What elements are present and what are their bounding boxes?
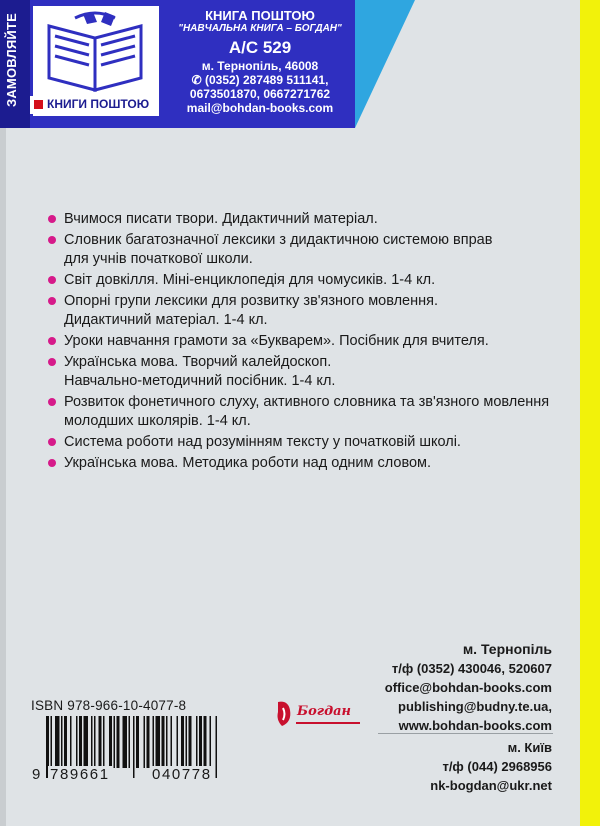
bogdan-logo-text: Богдан [297, 704, 352, 719]
barcode-bar [94, 716, 96, 768]
barcode-bar [103, 716, 105, 768]
contacts-divider [378, 733, 553, 734]
barcode-bar [189, 716, 192, 768]
bullet-icon [48, 398, 56, 406]
barcode-bar [84, 716, 89, 768]
banner-phones-2: 0673501870, 0667271762 [189, 87, 331, 101]
list-item: Словник багатозначної лексики з дидактичною системою вправ для учнів початкової школи. [50, 231, 570, 269]
banner-subtitle: "НАВЧАЛЬНА КНИГА – БОГДАН" [178, 23, 342, 34]
barcode-bar [196, 716, 198, 768]
barcode-bar [79, 716, 82, 768]
bullet-icon [48, 438, 56, 446]
barcode-bar [76, 716, 78, 768]
kyiv-city: м. Київ [507, 740, 552, 755]
bullet-icon [48, 297, 56, 305]
banner-phones-1 [165, 73, 355, 87]
barcode-left-digits: 789661 [50, 766, 110, 783]
list-item: Світ довкілля. Міні-енциклопедія для чомусиків. 1-4 кл. [50, 271, 570, 290]
banner-title: КНИГА ПОШТОЮ [205, 8, 315, 23]
bullet-icon [48, 215, 56, 223]
kyiv-email: nk-bogdan@ukr.net [430, 778, 552, 793]
barcode-bar [153, 716, 155, 768]
phone-icon: ✆ [191, 73, 205, 87]
ternopil-office-email: office@bohdan-books.com [384, 680, 552, 695]
yellow-edge-strip [580, 0, 600, 826]
barcode-bar [186, 716, 188, 768]
kyiv-phone: т/ф (044) 2968956 [442, 759, 552, 774]
barcode-bar [204, 716, 207, 768]
ternopil-website: www.bohdan-books.com [398, 718, 552, 733]
barcode-bar [91, 716, 93, 768]
po-box: А/С 529 [228, 38, 292, 57]
barcode-bar [171, 716, 173, 768]
barcode-bar [114, 716, 116, 768]
bullet-icon [48, 337, 56, 345]
bullet-icon [48, 459, 56, 467]
barcode-bar [123, 716, 128, 768]
cyan-accent-triangle [355, 0, 415, 128]
barcode-bar [64, 716, 67, 768]
barcode-right-digits: 040778 [152, 766, 212, 783]
ternopil-phone: т/ф (0352) 430046, 520607 [391, 661, 552, 676]
ternopil-city: м. Тернопіль [462, 641, 552, 657]
order-by-mail-label: КНИГИ ПОШТОЮ [47, 97, 150, 111]
list-item: Уроки навчання грамоти за «Букварем». Посібник для вчителя. [50, 332, 570, 351]
barcode-bar [133, 716, 135, 778]
barcode-bar [136, 716, 139, 768]
phones-1-text: (0352) 287489 511141, [204, 73, 329, 87]
bullet-icon [48, 358, 56, 366]
barcode-bar [99, 716, 102, 768]
list-item: Вчимося писати твори. Дидактичний матеріал. [50, 210, 570, 229]
list-item: Українська мова. Методика роботи над одним словом. [50, 454, 570, 473]
vertical-order-label: ЗАМОВЛЯЙТЕ [4, 13, 19, 107]
barcode-first-digit: 9 [32, 766, 41, 783]
barcode-bar [61, 716, 63, 768]
barcode-bar [109, 716, 112, 768]
banner-email: mail@bohdan-books.com [186, 101, 334, 115]
list-item: Українська мова. Творчий калейдоскоп. Навчально-методичний посібник. 1-4 кл. [50, 353, 570, 391]
barcode-bar [166, 716, 168, 768]
ternopil-publishing-email: publishing@budny.te.ua, [398, 699, 552, 714]
barcode-bar [70, 716, 72, 768]
barcode-bar [156, 716, 161, 768]
barcode-bar [181, 716, 184, 768]
list-item: Система роботи над розумінням тексту у початковій школі. [50, 433, 570, 452]
barcode-bar [117, 716, 120, 768]
list-item: Розвиток фонетичного слуху, активного словника та зв'язного мовлення молодших школярів. 1-4 кл. [50, 393, 570, 431]
order-by-mail-strip [30, 96, 158, 114]
barcode-bar [162, 716, 165, 768]
book-list [50, 210, 570, 475]
barcode-bar [177, 716, 179, 768]
barcode-bar [199, 716, 202, 768]
barcode-bar [129, 716, 131, 768]
red-square-icon [34, 100, 43, 109]
barcode-bar [144, 716, 146, 768]
barcode-bar [147, 716, 150, 768]
kyiv-contacts [352, 738, 552, 795]
bullet-icon [48, 276, 56, 284]
barcode-bar [55, 716, 60, 768]
bullet-icon [48, 236, 56, 244]
banner-city: м. Тернопіль, 46008 [201, 59, 319, 73]
mail-order-address [165, 8, 355, 115]
barcode-bar [216, 716, 218, 778]
isbn: ISBN 978-966-10-4077-8 [31, 698, 187, 713]
list-item: Опорні групи лексики для розвитку зв'язного мовлення. Дидактичний матеріал. 1-4 кл. [50, 292, 570, 330]
barcode-bar [210, 716, 212, 768]
